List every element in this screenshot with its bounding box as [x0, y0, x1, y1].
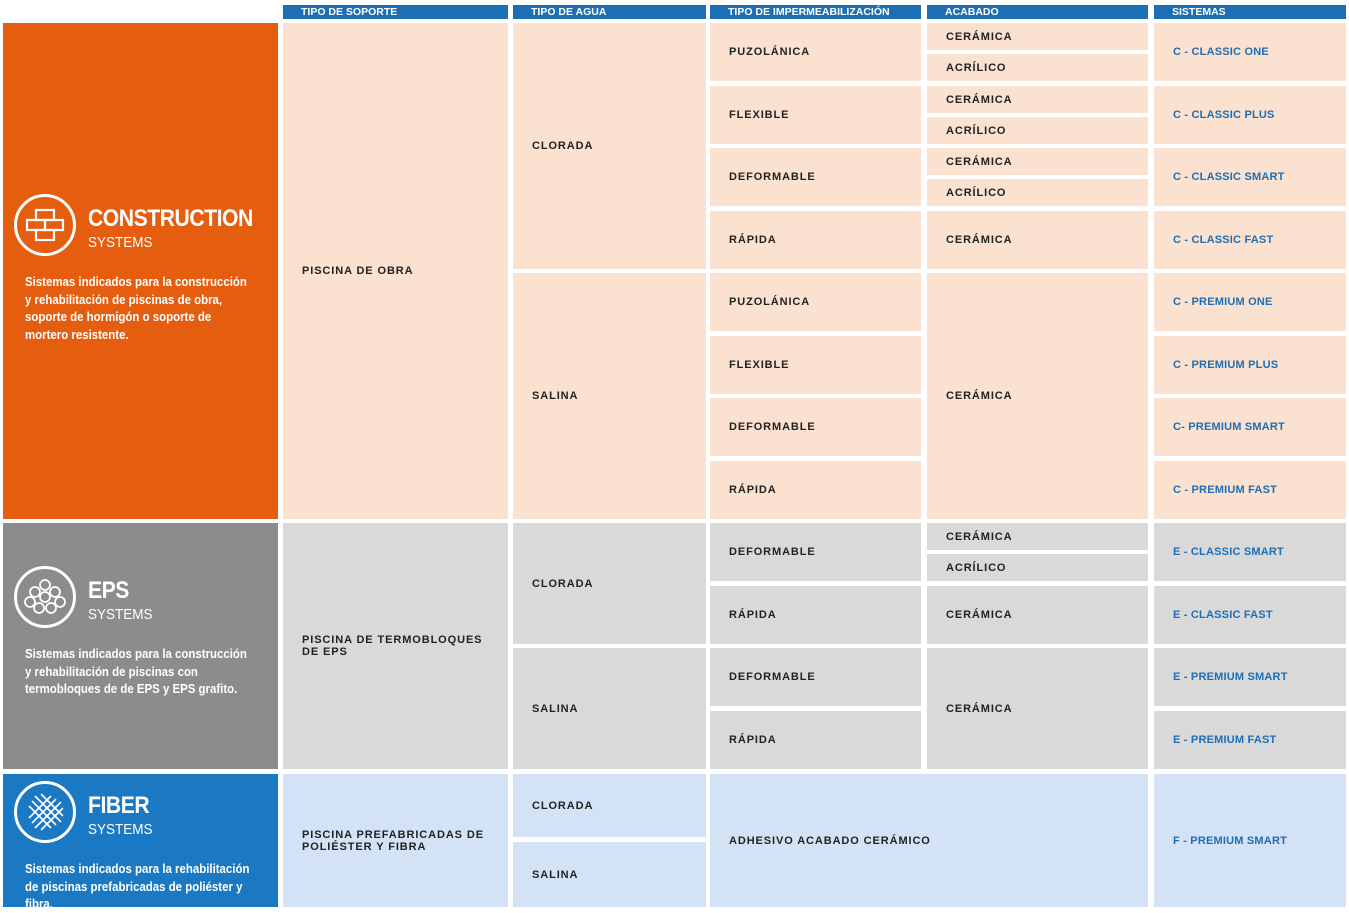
- imper-cell: RÁPIDA: [710, 461, 921, 519]
- category-subtitle: SYSTEMS: [88, 821, 153, 838]
- agua-cell: CLORADA: [513, 523, 706, 644]
- soporte-cell: PISCINA DE OBRA: [283, 23, 508, 519]
- system-cell: C - CLASSIC FAST: [1154, 211, 1346, 269]
- category-description: Sistemas indicados para la rehabilitación de piscinas prefabricadas de poliéster y fibra.: [25, 861, 250, 911]
- imper-cell: RÁPIDA: [710, 211, 921, 269]
- imper-cell: DEFORMABLE: [710, 398, 921, 456]
- fiber-mesh-icon: [13, 780, 77, 844]
- acabado-cell: CERÁMICA: [927, 273, 1148, 519]
- imper-cell: PUZOLÁNICA: [710, 23, 921, 81]
- soporte-cell: PISCINA DE TERMOBLOQUES DE EPS: [283, 523, 508, 769]
- system-cell: C - CLASSIC SMART: [1154, 148, 1346, 206]
- imper-cell: RÁPIDA: [710, 586, 921, 644]
- system-cell: E - PREMIUM FAST: [1154, 711, 1346, 769]
- header-tipo-soporte: TIPO DE SOPORTE: [283, 5, 508, 19]
- system-cell: C- PREMIUM SMART: [1154, 398, 1346, 456]
- category-fiber: [3, 774, 278, 911]
- agua-cell: CLORADA: [513, 774, 706, 837]
- header-acabado: ACABADO: [927, 5, 1148, 19]
- imper-cell: DEFORMABLE: [710, 523, 921, 581]
- acabado-cell: CERÁMICA: [927, 211, 1148, 269]
- acabado-cell: ACRÍLICO: [927, 54, 1148, 81]
- system-cell: C - CLASSIC PLUS: [1154, 86, 1346, 144]
- system-cell: E - CLASSIC SMART: [1154, 523, 1346, 581]
- header-tipo-impermeabilizacion: TIPO DE IMPERMEABILIZACIÓN: [710, 5, 921, 19]
- imper-cell: FLEXIBLE: [710, 86, 921, 144]
- acabado-cell: ACRÍLICO: [927, 117, 1148, 144]
- system-cell: C - PREMIUM ONE: [1154, 273, 1346, 331]
- system-cell: C - PREMIUM PLUS: [1154, 336, 1346, 394]
- imper-cell: DEFORMABLE: [710, 148, 921, 206]
- category-description: Sistemas indicados para la construcción y rehabilitación de piscinas de obra, soporte de hormigón o soporte de mortero resistente.: [25, 274, 247, 342]
- acabado-cell: CERÁMICA: [927, 648, 1148, 769]
- header-tipo-agua: TIPO DE AGUA: [513, 5, 706, 19]
- bricks-icon: [13, 193, 77, 257]
- imper-cell: DEFORMABLE: [710, 648, 921, 706]
- category-title: CONSTRUCTION: [88, 205, 253, 232]
- category-subtitle: SYSTEMS: [88, 234, 153, 251]
- acabado-cell: CERÁMICA: [927, 23, 1148, 50]
- category-construction: [3, 23, 278, 519]
- system-cell: F - PREMIUM SMART: [1154, 774, 1346, 907]
- soporte-cell: PISCINA PREFABRICADAS DE POLIÉSTER Y FIBRA: [283, 774, 508, 907]
- acabado-cell: CERÁMICA: [927, 586, 1148, 644]
- acabado-cell: CERÁMICA: [927, 86, 1148, 113]
- header-sistemas: SISTEMAS: [1154, 5, 1346, 19]
- imper-cell: PUZOLÁNICA: [710, 273, 921, 331]
- category-title: EPS: [88, 577, 129, 604]
- system-cell: E - CLASSIC FAST: [1154, 586, 1346, 644]
- imper-cell: RÁPIDA: [710, 711, 921, 769]
- imper-cell: FLEXIBLE: [710, 336, 921, 394]
- category-subtitle: SYSTEMS: [88, 606, 153, 623]
- agua-cell: SALINA: [513, 273, 706, 519]
- acabado-cell: CERÁMICA: [927, 523, 1148, 550]
- category-title: FIBER: [88, 792, 150, 819]
- acabado-cell: ACRÍLICO: [927, 179, 1148, 206]
- agua-cell: SALINA: [513, 648, 706, 769]
- agua-cell: SALINA: [513, 842, 706, 907]
- system-cell: E - PREMIUM SMART: [1154, 648, 1346, 706]
- category-eps: [3, 523, 278, 769]
- acabado-cell: ACRÍLICO: [927, 554, 1148, 581]
- imper-cell: ADHESIVO ACABADO CERÁMICO: [710, 774, 1148, 907]
- acabado-cell: CERÁMICA: [927, 148, 1148, 175]
- system-cell: C - PREMIUM FAST: [1154, 461, 1346, 519]
- agua-cell: CLORADA: [513, 23, 706, 269]
- beads-icon: [13, 565, 77, 629]
- category-description: Sistemas indicados para la construcción y rehabilitación de piscinas con termobloques de de EPS y EPS grafito.: [25, 646, 247, 696]
- system-cell: C - CLASSIC ONE: [1154, 23, 1346, 81]
